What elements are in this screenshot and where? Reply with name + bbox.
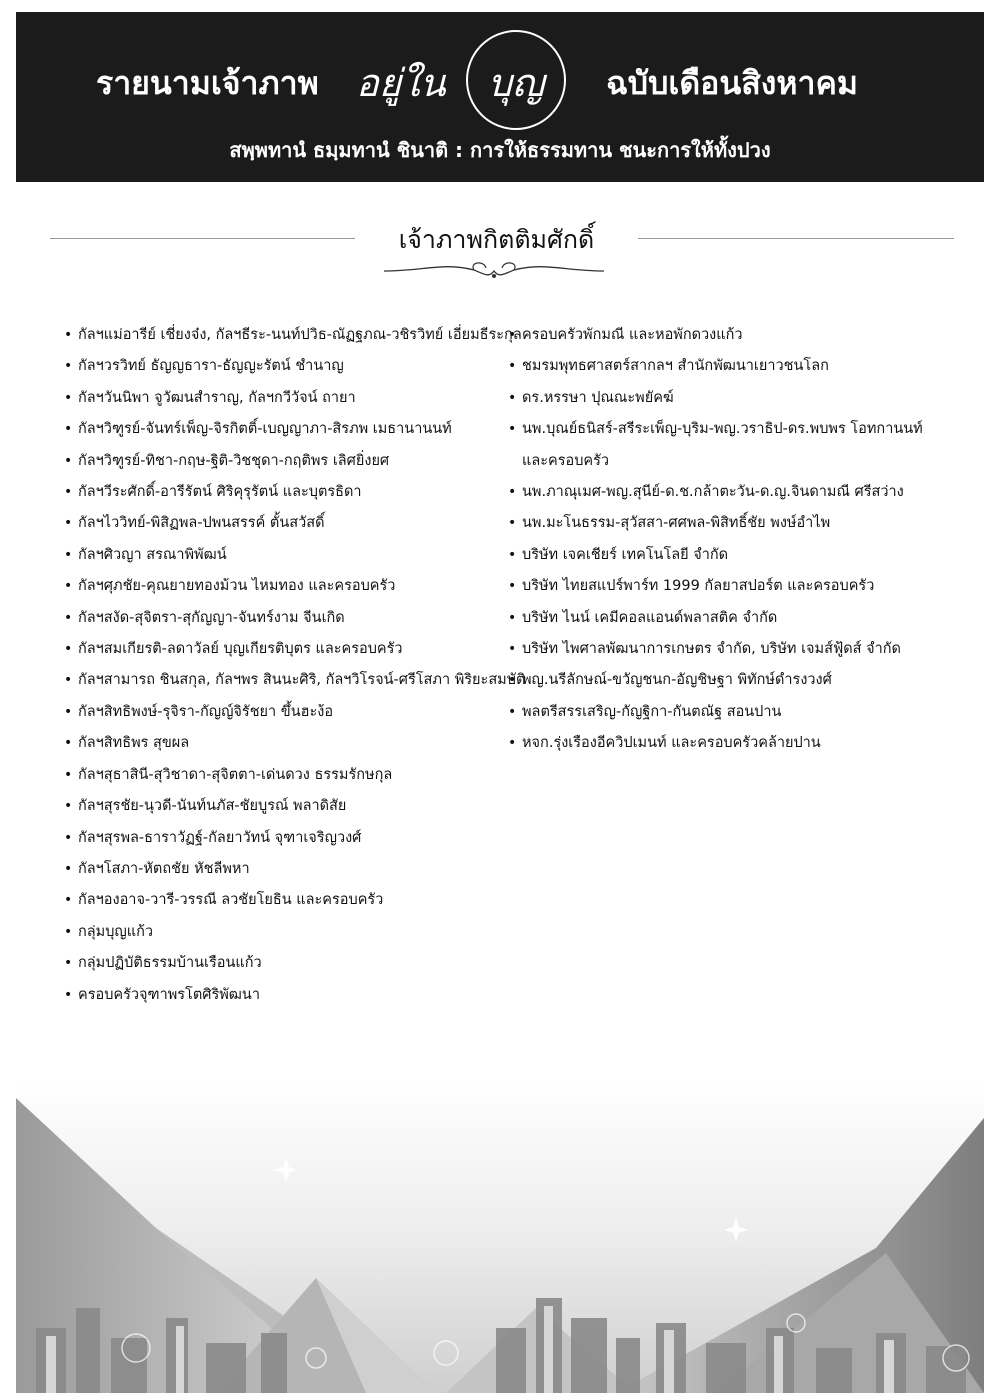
donor-list-item: • บริษัท เจคเชียร์ เทคโนโลยี จำกัด — [508, 540, 933, 571]
donor-list-item: • กัลฯสงัด-สุจิตรา-สุกัญญา-จันทร์งาม จีนเกิด — [64, 603, 509, 634]
section-title: เจ้าภาพกิตติมศักดิ์ — [398, 225, 595, 254]
donor-list-item: • กัลฯสุรชัย-นุวดี-นันท์นภัส-ชัยบูรณ์ พลาดิสัย — [64, 791, 509, 822]
donor-list-item: • กัลฯวิฑูรย์-ทิชา-กฤษ-ฐิติ-วิชชุดา-กฤติพร เลิศยิ่งยศ — [64, 446, 509, 477]
donor-list-item: • หจก.รุ่งเรืองอีควิปเมนท์ และครอบครัวคล้ายปาน — [508, 728, 933, 759]
donor-list-right — [508, 320, 933, 760]
ornament-flourish — [374, 258, 614, 284]
header-title-left: รายนามเจ้าภาพ — [96, 64, 319, 102]
donor-list-item: • กัลฯสิทธิพงษ์-รุจิรา-กัญญ์จิรัชยา ขึ้นฮะง้อ — [64, 697, 509, 728]
divider-left — [50, 238, 355, 239]
donor-list-item: • กัลฯโสภา-หัตถชัย หัชลีพหา — [64, 854, 509, 885]
donor-list-item: • บริษัท ไนน์ เคมีคอลแอนด์พลาสติค จำกัด — [508, 603, 933, 634]
donor-list-left — [64, 320, 526, 1011]
decorative-pyramid-crystal-artwork — [16, 1078, 984, 1393]
donor-list-item: • กัลฯแม่อารีย์ เชี่ยงจ๋ง, กัลฯธีระ-นนท์ปวิธ-ณัฏฐภณ-วชิรวิทย์ เอี่ยมธีระกุล — [64, 320, 509, 351]
donor-list-item: • พญ.นรีลักษณ์-ขวัญชนก-อัญชิษฐา พิทักษ์ดำรงวงศ์ — [508, 665, 933, 696]
donor-list-item: • ดร.หรรษา ปุณณะพยัคฆ์ — [508, 383, 933, 414]
donor-list-item: • กัลฯสุธาสินี-สุวิชาดา-สุจิตตา-เด่นดวง ธรรมรักษกุล — [64, 760, 509, 791]
donor-list-item: • บริษัท ไพศาลพัฒนาการเกษตร จำกัด, บริษัท เจมส์ฟู้ดส์ จำกัด — [508, 634, 933, 665]
section-title-row — [50, 218, 954, 258]
donor-list-item: • นพ.มะโนธรรม-สุวัสสา-ศศพล-พิสิทธิ์ชัย พงษ์อำไพ — [508, 508, 933, 539]
logo-text-circled: บุญ — [487, 61, 545, 105]
donor-list-item: • กัลฯศิวญา สรณาพิพัฒน์ — [64, 540, 509, 571]
donor-list-item: • กัลฯวิฑูรย์-จันทร์เพ็ญ-จิรกิตติ์-เบญญาภา-สิรภพ เมธานานนท์ — [64, 414, 509, 445]
donor-list-item: • กัลฯสิทธิพร สุขผล — [64, 728, 509, 759]
donor-list-item: • กัลฯสมเกียรติ-ลดาวัลย์ บุญเกียรติบุตร และครอบครัว — [64, 634, 509, 665]
donor-list-item: • นพ.ภาณุเมศ-พญ.สุนีย์-ด.ช.กล้าตะวัน-ด.ญ.จินดามณี ศรีสว่าง — [508, 477, 933, 508]
donor-list-item: • กัลฯศุภชัย-คุณยายทองม้วน ไหมทอง และครอบครัว — [64, 571, 509, 602]
donor-list-item: • บริษัท ไทยสแปร์พาร์ท 1999 กัลยาสปอร์ต และครอบครัว — [508, 571, 933, 602]
header-title-right: ฉบับเดือนสิงหาคม — [606, 64, 858, 102]
logo-text-primary: อยู่ใน — [356, 61, 446, 105]
donor-list-item: • กัลฯวีระศักดิ์-อารีรัตน์ ศิริคุรุรัตน์ และบุตรธิดา — [64, 477, 509, 508]
donor-list-item: • กัลฯสามารถ ชินสกุล, กัลฯพร สินนะศิริ, กัลฯวิโรจน์-ศรีโสภา พิริยะสมบัติ — [64, 665, 509, 696]
donor-list-item: • กัลฯวรวิทย์ ธัญญธารา-ธัญญะรัตน์ ชำนาญ — [64, 351, 509, 382]
donor-list-item: • ครอบครัวพักมณี และหอพักดวงแก้ว — [508, 320, 933, 351]
donor-list-item: • พลตรีสรรเสริญ-กัญฐิกา-กันตณัฐ สอนปาน — [508, 697, 933, 728]
donor-list-item: • กลุ่มบุญแก้ว — [64, 917, 509, 948]
donor-list-item: • กัลฯไววิทย์-พิสิฏพล-ปพนสรรค์ ตั้นสวัสดิ์ — [64, 508, 509, 539]
magazine-logo — [356, 28, 576, 128]
donor-list-item: • ชมรมพุทธศาสตร์สากลฯ สำนักพัฒนาเยาวชนโลก — [508, 351, 933, 382]
header-subtitle: สพฺพทานํ ธมฺมทานํ ชินาติ : การให้ธรรมทาน ชนะการให้ทั้งปวง — [229, 138, 771, 162]
donor-list-item: • นพ.บุณย์ธนิสร์-สรีระเพ็ญ-บุริม-พญ.วราธิป-ดร.พบพร โอทกานนท์ และครอบครัว — [508, 414, 933, 477]
donor-list-item: • กัลฯองอาจ-วารี-วรรณี ลวชัยโยธิน และครอบครัว — [64, 885, 509, 916]
logo-circle — [466, 30, 566, 130]
divider-right — [638, 238, 954, 239]
header-banner — [16, 12, 984, 182]
donor-list-item: • กลุ่มปฏิบัติธรรมบ้านเรือนแก้ว — [64, 948, 509, 979]
donor-list-item: • กัลฯวันนิพา จูวัฒนสำราญ, กัลฯกวีวัจน์ ถายา — [64, 383, 509, 414]
donor-list-item: • ครอบครัวจุฑาพรโตศิริพัฒนา — [64, 980, 509, 1011]
donor-list-item: • กัลฯสุรพล-ธาราวัฏฐ์-กัลยาวัทน์ จุฑาเจริญวงศ์ — [64, 823, 509, 854]
